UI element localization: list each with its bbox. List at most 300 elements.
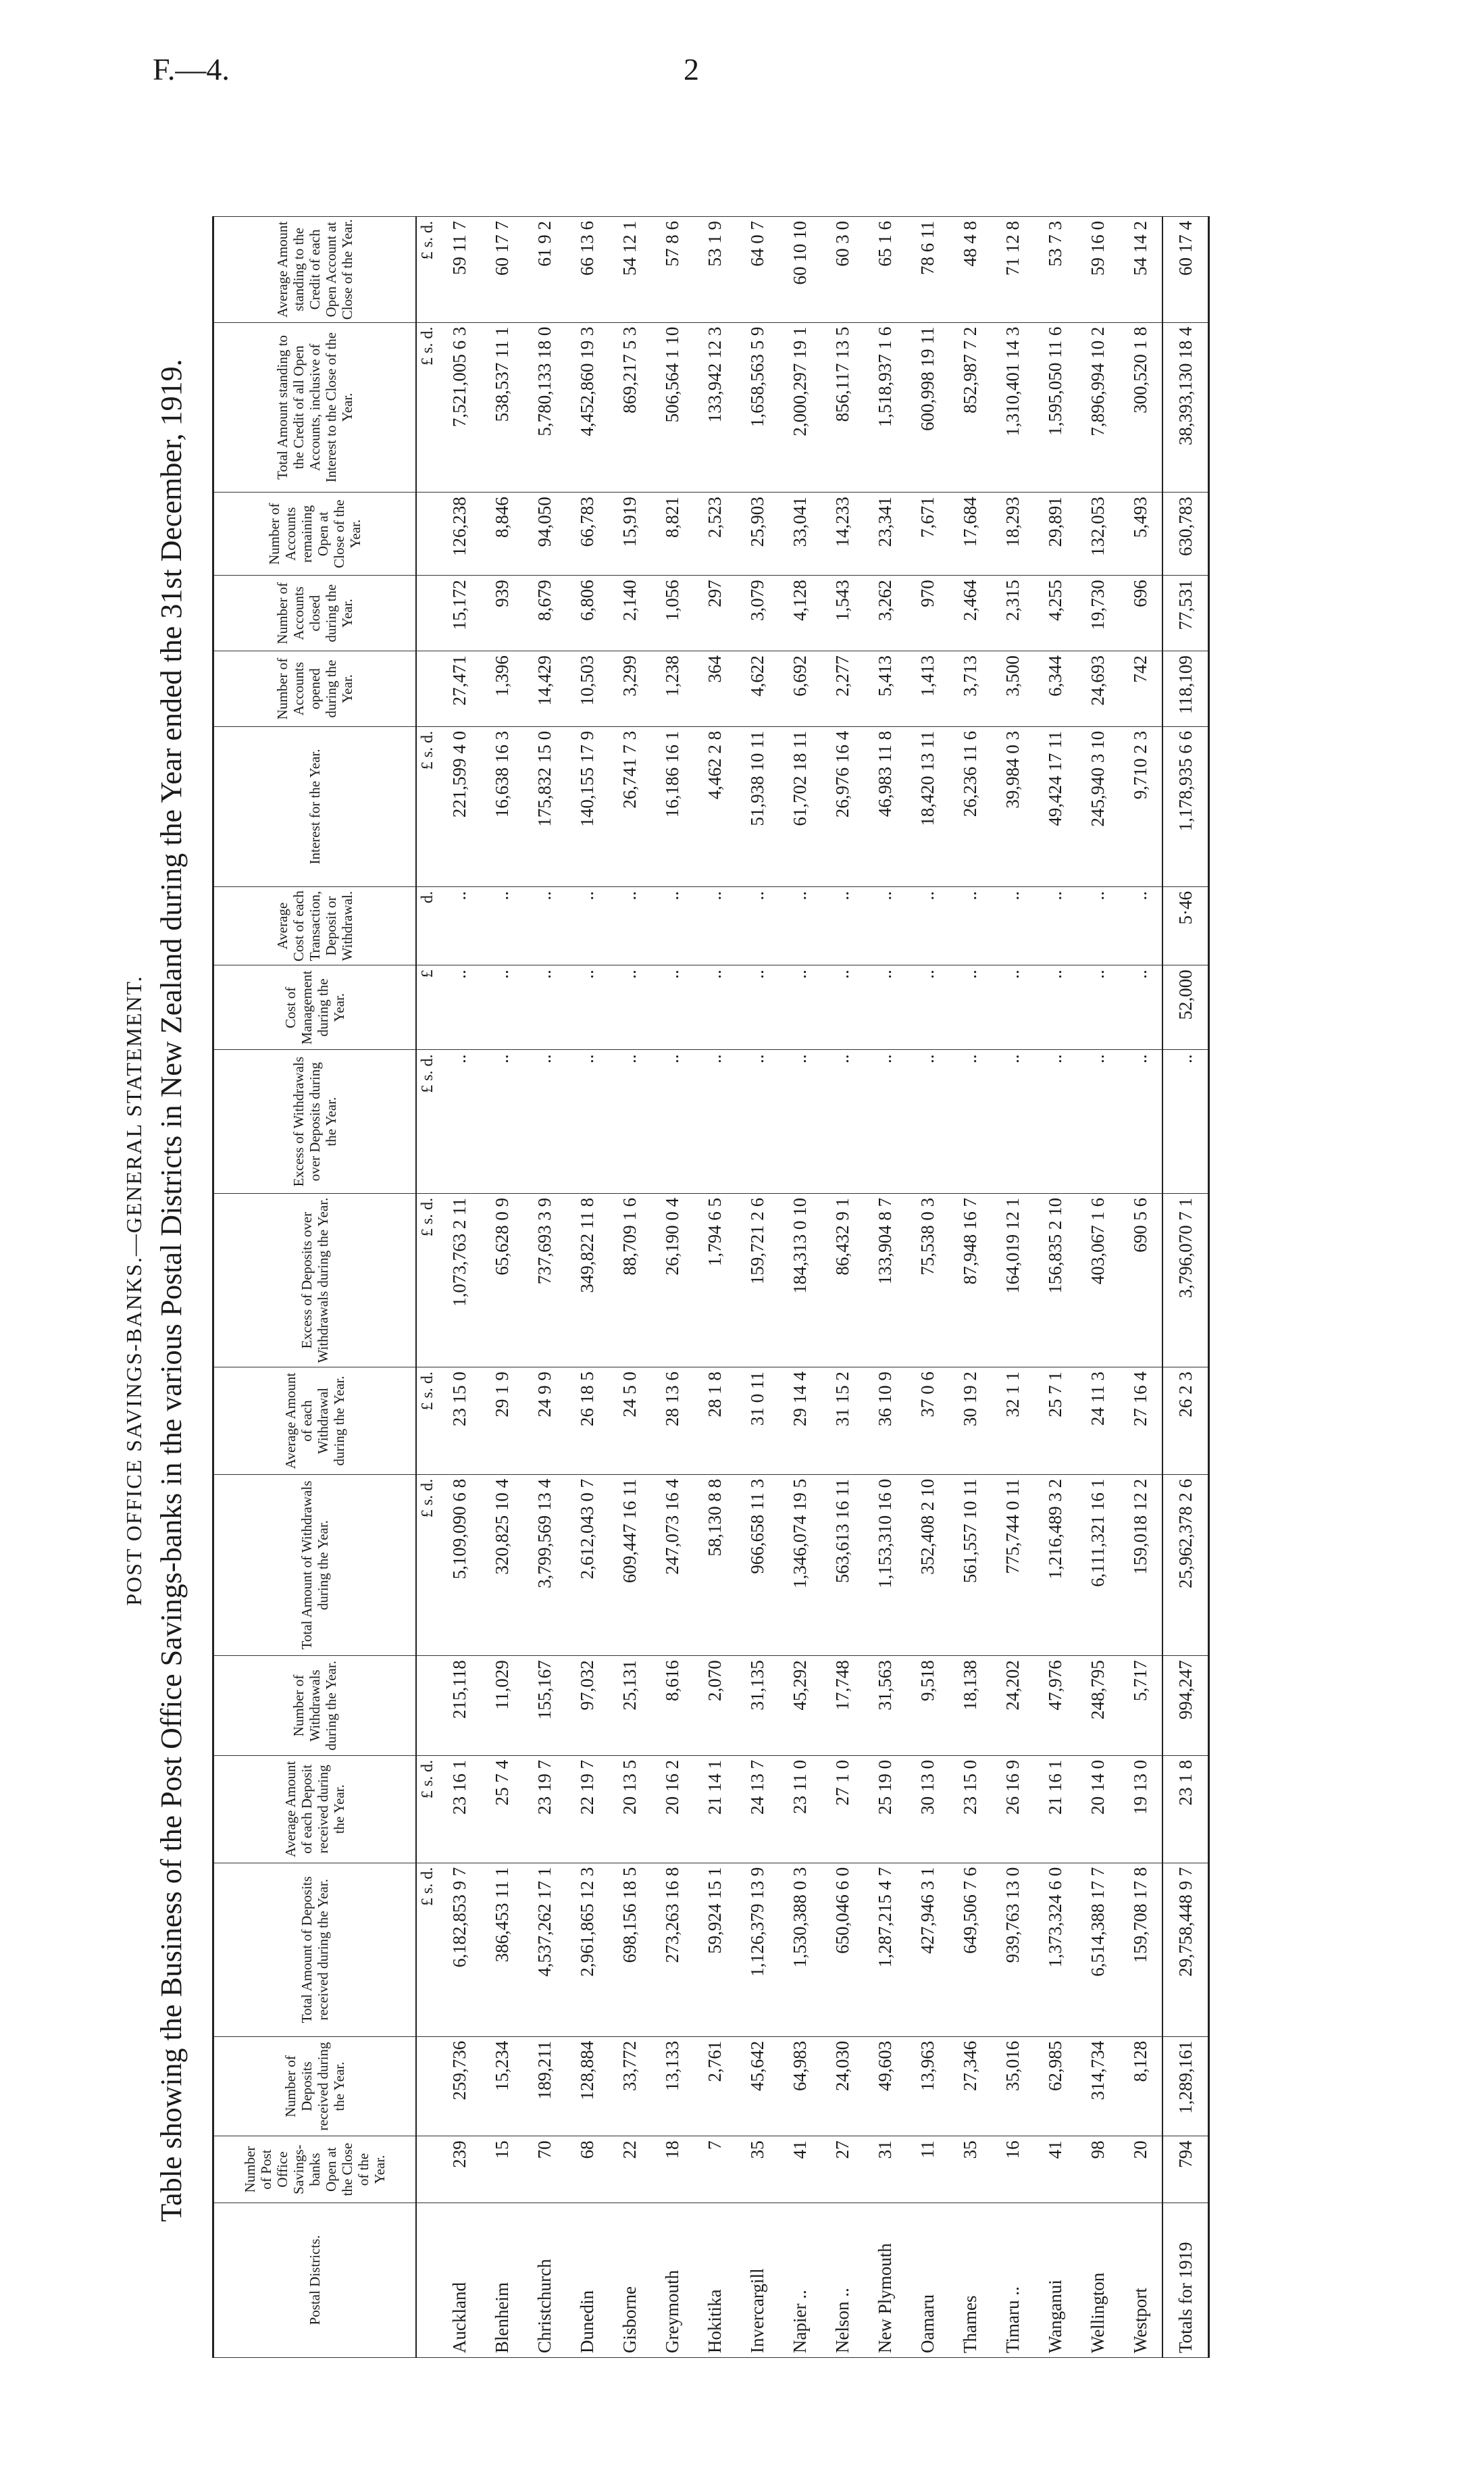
table-row — [1077, 217, 1119, 2358]
cell-wd-amt: 352,408 2 10 — [906, 1474, 949, 1655]
cell-wd-amt: 966,658 11 3 — [736, 1474, 779, 1655]
cell-avg-cost: .. — [1119, 886, 1162, 965]
cell-avg-credit: 57 8 6 — [651, 217, 694, 323]
cell-excess-dep: 65,628 0 9 — [481, 1193, 523, 1367]
cell-dep-avg: 24 13 7 — [736, 1755, 779, 1863]
cell-dep-avg: 23 11 0 — [779, 1755, 821, 1863]
cell-opened: 2,277 — [821, 651, 864, 727]
cell-dep-avg: 23 19 7 — [523, 1755, 566, 1863]
table-row — [1119, 217, 1162, 2358]
column-header-12: Interest for the Year. — [213, 726, 417, 886]
table-row — [949, 217, 992, 2358]
cell-wd-n: 24,202 — [992, 1656, 1034, 1756]
cell-dep-avg: 19 13 0 — [1119, 1755, 1162, 1863]
cell-avg-credit: 78 6 11 — [906, 217, 949, 323]
cell-interest: 245,940 3 10 — [1077, 726, 1119, 886]
cell-dep-avg: 23 1 8 — [1162, 1755, 1209, 1863]
cell-excess-dep: 690 5 6 — [1119, 1193, 1162, 1367]
cell-dep-n: 2,761 — [694, 2036, 736, 2136]
cell-excess-dep: 3,796,070 7 1 — [1162, 1193, 1209, 1367]
cell-closed: 1,543 — [821, 576, 864, 651]
cell-cost: 52,000 — [1162, 965, 1209, 1050]
cell-banks: 7 — [694, 2136, 736, 2203]
cell-opened: 10,503 — [566, 651, 609, 727]
column-header-15: Number of Accounts remaining Open at Close of the Year. — [213, 493, 417, 576]
column-header-6: Total Amount of Withdrawals during the Year. — [213, 1474, 417, 1655]
cell-district: Blenheim — [481, 2203, 523, 2357]
cell-dep-avg: 20 16 2 — [651, 1755, 694, 1863]
cell-interest: 26,236 11 6 — [949, 726, 992, 886]
cell-avg-cost: .. — [949, 886, 992, 965]
cell-cost: .. — [1119, 965, 1162, 1050]
cell-credit: 506,564 1 10 — [651, 322, 694, 493]
cell-wd-amt: 58,130 8 8 — [694, 1474, 736, 1655]
table-row — [651, 217, 694, 2358]
column-header-1: Number of Post Office Savings-banks Open at the Close of the Year. — [213, 2136, 417, 2203]
cell-interest: 61,702 18 11 — [779, 726, 821, 886]
cell-wd-avg: 37 0 6 — [906, 1367, 949, 1475]
cell-dep-n: 62,985 — [1034, 2036, 1077, 2136]
table-row — [736, 217, 779, 2358]
cell-dep-n: 189,211 — [523, 2036, 566, 2136]
column-header-4: Average Amount of each Deposit received during the Year. — [213, 1755, 417, 1863]
cell-cost: .. — [821, 965, 864, 1050]
cell-excess-wd: .. — [992, 1050, 1034, 1193]
cell-district: Christchurch — [523, 2203, 566, 2357]
cell-district: Dunedin — [566, 2203, 609, 2357]
cell-closed: 2,140 — [609, 576, 651, 651]
cell-wd-avg: 27 16 4 — [1119, 1367, 1162, 1475]
cell-cost: .. — [694, 965, 736, 1050]
cell-wd-n: 97,032 — [566, 1656, 609, 1756]
cell-avg-cost: .. — [1077, 886, 1119, 965]
cell-dep-avg: 25 19 0 — [864, 1755, 906, 1863]
cell-dep-amt: 29,758,448 9 7 — [1162, 1863, 1209, 2036]
cell-dep-amt: 1,530,388 0 3 — [779, 1863, 821, 2036]
cell-interest: 9,710 2 3 — [1119, 726, 1162, 886]
cell-dep-amt: 159,708 17 8 — [1119, 1863, 1162, 2036]
cell-open: 18,293 — [992, 493, 1034, 576]
table-body — [416, 217, 1209, 2358]
cell-wd-n: 994,247 — [1162, 1656, 1209, 1756]
cell-wd-amt: 775,744 0 11 — [992, 1474, 1034, 1655]
table-row — [481, 217, 523, 2358]
table-row — [906, 217, 949, 2358]
cell-interest: 39,984 0 3 — [992, 726, 1034, 886]
cell-banks: 20 — [1119, 2136, 1162, 2203]
cell-avg-credit: 54 12 1 — [609, 217, 651, 323]
table-row — [609, 217, 651, 2358]
column-header-3: Total Amount of Deposits received during the Year. — [213, 1863, 417, 2036]
cell-opened: 1,413 — [906, 651, 949, 727]
cell-closed: 4,255 — [1034, 576, 1077, 651]
cell-open: 94,050 — [523, 493, 566, 576]
cell-wd-amt: 5,109,090 6 8 — [438, 1474, 481, 1655]
cell-banks: 239 — [438, 2136, 481, 2203]
cell-excess-dep: 88,709 1 6 — [609, 1193, 651, 1367]
cell-excess-dep: 87,948 16 7 — [949, 1193, 992, 1367]
unit-label: £ s. d. — [416, 322, 438, 493]
cell-cost: .. — [1077, 965, 1119, 1050]
cell-wd-n: 47,976 — [1034, 1656, 1077, 1756]
cell-open: 33,041 — [779, 493, 821, 576]
cell-wd-n: 5,717 — [1119, 1656, 1162, 1756]
statement-heading: POST OFFICE SAVINGS-BANKS.—GENERAL STATEMENT. — [122, 975, 146, 1606]
cell-excess-wd: .. — [1034, 1050, 1077, 1193]
cell-credit: 4,452,860 19 3 — [566, 322, 609, 493]
column-header-11: Average Cost of each Transaction, Deposit or Withdrawal. — [213, 886, 417, 965]
cell-credit: 2,000,297 19 1 — [779, 322, 821, 493]
cell-closed: 2,315 — [992, 576, 1034, 651]
cell-avg-credit: 60 17 4 — [1162, 217, 1209, 323]
cell-open: 630,783 — [1162, 493, 1209, 576]
cell-wd-n: 215,118 — [438, 1656, 481, 1756]
cell-excess-dep: 159,721 2 6 — [736, 1193, 779, 1367]
column-header-17: Average Amount standing to the Credit of each Open Account at Close of the Year. — [213, 217, 417, 323]
cell-district: Greymouth — [651, 2203, 694, 2357]
unit-blank — [416, 2203, 438, 2357]
cell-dep-n: 13,133 — [651, 2036, 694, 2136]
cell-wd-avg: 36 10 9 — [864, 1367, 906, 1475]
cell-open: 8,821 — [651, 493, 694, 576]
cell-opened: 742 — [1119, 651, 1162, 727]
cell-avg-credit: 60 10 10 — [779, 217, 821, 323]
cell-dep-n: 1,289,161 — [1162, 2036, 1209, 2136]
column-header-0: Postal Districts. — [213, 2203, 417, 2357]
cell-wd-amt: 561,557 10 11 — [949, 1474, 992, 1655]
cell-banks: 22 — [609, 2136, 651, 2203]
cell-excess-dep: 86,432 9 1 — [821, 1193, 864, 1367]
cell-wd-avg: 29 1 9 — [481, 1367, 523, 1475]
cell-wd-amt: 3,799,569 13 4 — [523, 1474, 566, 1655]
cell-wd-amt: 247,073 16 4 — [651, 1474, 694, 1655]
cell-excess-dep: 184,313 0 10 — [779, 1193, 821, 1367]
cell-dep-n: 314,734 — [1077, 2036, 1119, 2136]
cell-dep-avg: 23 15 0 — [949, 1755, 992, 1863]
cell-opened: 3,299 — [609, 651, 651, 727]
cell-credit: 856,117 13 5 — [821, 322, 864, 493]
cell-wd-amt: 1,346,074 19 5 — [779, 1474, 821, 1655]
cell-cost: .. — [864, 965, 906, 1050]
table-subtitle: Table showing the Business of the Post Office Savings-banks in the various Postal Districts in New Zealand during the Year ended the 31st December, 1919. — [155, 359, 188, 2222]
cell-closed: 939 — [481, 576, 523, 651]
cell-interest: 16,638 16 3 — [481, 726, 523, 886]
cell-credit: 869,217 5 3 — [609, 322, 651, 493]
cell-opened: 6,344 — [1034, 651, 1077, 727]
cell-interest: 175,832 15 0 — [523, 726, 566, 886]
cell-credit: 852,987 7 2 — [949, 322, 992, 493]
cell-avg-credit: 59 16 0 — [1077, 217, 1119, 323]
cell-opened: 364 — [694, 651, 736, 727]
cell-dep-amt: 6,514,388 17 7 — [1077, 1863, 1119, 2036]
cell-interest: 18,420 13 11 — [906, 726, 949, 886]
cell-credit: 1,310,401 14 3 — [992, 322, 1034, 493]
page-reference: F.—4. — [153, 52, 230, 86]
cell-wd-n: 25,131 — [609, 1656, 651, 1756]
cell-avg-cost: .. — [481, 886, 523, 965]
table-row — [566, 217, 609, 2358]
cell-interest: 26,741 7 3 — [609, 726, 651, 886]
cell-wd-avg: 29 14 4 — [779, 1367, 821, 1475]
cell-excess-wd: .. — [864, 1050, 906, 1193]
cell-dep-n: 128,884 — [566, 2036, 609, 2136]
cell-open: 15,919 — [609, 493, 651, 576]
cell-dep-avg: 20 14 0 — [1077, 1755, 1119, 1863]
cell-open: 7,671 — [906, 493, 949, 576]
cell-dep-avg: 26 16 9 — [992, 1755, 1034, 1863]
cell-banks: 15 — [481, 2136, 523, 2203]
cell-wd-avg: 25 7 1 — [1034, 1367, 1077, 1475]
cell-excess-dep: 1,073,763 2 11 — [438, 1193, 481, 1367]
cell-closed: 15,172 — [438, 576, 481, 651]
savings-bank-table — [212, 216, 1210, 2358]
cell-wd-n: 155,167 — [523, 1656, 566, 1756]
cell-credit: 133,942 12 3 — [694, 322, 736, 493]
cell-cost: .. — [566, 965, 609, 1050]
cell-excess-wd: .. — [736, 1050, 779, 1193]
cell-avg-cost: .. — [566, 886, 609, 965]
cell-cost: .. — [651, 965, 694, 1050]
cell-banks: 35 — [736, 2136, 779, 2203]
cell-opened: 1,238 — [651, 651, 694, 727]
cell-closed: 2,464 — [949, 576, 992, 651]
cell-avg-cost: .. — [992, 886, 1034, 965]
cell-credit: 1,595,050 11 6 — [1034, 322, 1077, 493]
cell-closed: 19,730 — [1077, 576, 1119, 651]
cell-dep-avg: 21 16 1 — [1034, 1755, 1077, 1863]
cell-wd-avg: 23 15 0 — [438, 1367, 481, 1475]
cell-excess-wd: .. — [523, 1050, 566, 1193]
cell-wd-n: 248,795 — [1077, 1656, 1119, 1756]
cell-excess-wd: .. — [438, 1050, 481, 1193]
cell-excess-wd: .. — [949, 1050, 992, 1193]
cell-open: 14,233 — [821, 493, 864, 576]
cell-district: Nelson .. — [821, 2203, 864, 2357]
cell-wd-avg: 31 15 2 — [821, 1367, 864, 1475]
cell-banks: 31 — [864, 2136, 906, 2203]
cell-excess-dep: 1,794 6 5 — [694, 1193, 736, 1367]
cell-cost: .. — [609, 965, 651, 1050]
cell-wd-amt: 2,612,043 0 7 — [566, 1474, 609, 1655]
cell-banks: 18 — [651, 2136, 694, 2203]
cell-district: Gisborne — [609, 2203, 651, 2357]
cell-wd-n: 2,070 — [694, 1656, 736, 1756]
cell-excess-wd: .. — [609, 1050, 651, 1193]
cell-interest: 51,938 10 11 — [736, 726, 779, 886]
cell-avg-credit: 61 9 2 — [523, 217, 566, 323]
cell-district: New Plymouth — [864, 2203, 906, 2357]
cell-interest: 46,983 11 8 — [864, 726, 906, 886]
cell-wd-n: 17,748 — [821, 1656, 864, 1756]
cell-dep-amt: 649,506 7 6 — [949, 1863, 992, 2036]
cell-credit: 7,896,994 10 2 — [1077, 322, 1119, 493]
cell-banks: 70 — [523, 2136, 566, 2203]
table-row — [821, 217, 864, 2358]
table-row — [1034, 217, 1077, 2358]
cell-wd-amt: 1,216,489 3 2 — [1034, 1474, 1077, 1655]
cell-wd-avg: 26 2 3 — [1162, 1367, 1209, 1475]
cell-interest: 26,976 16 4 — [821, 726, 864, 886]
cell-wd-avg: 28 1 8 — [694, 1367, 736, 1475]
cell-cost: .. — [736, 965, 779, 1050]
cell-excess-dep: 349,822 11 8 — [566, 1193, 609, 1367]
cell-credit: 600,998 19 11 — [906, 322, 949, 493]
cell-credit: 7,521,005 6 3 — [438, 322, 481, 493]
cell-wd-amt: 6,111,321 16 1 — [1077, 1474, 1119, 1655]
cell-open: 66,783 — [566, 493, 609, 576]
cell-excess-dep: 75,538 0 3 — [906, 1193, 949, 1367]
column-header-7: Average Amount of each Withdrawal during the Year. — [213, 1367, 417, 1475]
cell-avg-cost: .. — [609, 886, 651, 965]
cell-avg-credit: 54 14 2 — [1119, 217, 1162, 323]
cell-district: Wanganui — [1034, 2203, 1077, 2357]
cell-opened: 24,693 — [1077, 651, 1119, 727]
cell-open: 8,846 — [481, 493, 523, 576]
cell-excess-wd: .. — [779, 1050, 821, 1193]
cell-banks: 27 — [821, 2136, 864, 2203]
column-header-10: Cost of Management during the Year. — [213, 965, 417, 1050]
cell-district: Totals for 1919 — [1162, 2203, 1209, 2357]
cell-district: Westport — [1119, 2203, 1162, 2357]
cell-excess-wd: .. — [651, 1050, 694, 1193]
cell-interest: 16,186 16 1 — [651, 726, 694, 886]
cell-dep-avg: 30 13 0 — [906, 1755, 949, 1863]
cell-cost: .. — [481, 965, 523, 1050]
cell-district: Wellington — [1077, 2203, 1119, 2357]
cell-dep-avg: 25 7 4 — [481, 1755, 523, 1863]
cell-wd-avg: 24 11 3 — [1077, 1367, 1119, 1475]
cell-dep-n: 27,346 — [949, 2036, 992, 2136]
cell-dep-n: 64,983 — [779, 2036, 821, 2136]
cell-dep-amt: 2,961,865 12 3 — [566, 1863, 609, 2036]
cell-avg-credit: 48 4 8 — [949, 217, 992, 323]
cell-closed: 970 — [906, 576, 949, 651]
table-row — [864, 217, 906, 2358]
cell-avg-cost: 5·46 — [1162, 886, 1209, 965]
cell-open: 25,903 — [736, 493, 779, 576]
cell-excess-dep: 737,693 3 9 — [523, 1193, 566, 1367]
cell-dep-amt: 1,373,324 6 0 — [1034, 1863, 1077, 2036]
cell-cost: .. — [1034, 965, 1077, 1050]
column-header-5: Number of Withdrawals during the Year. — [213, 1656, 417, 1756]
cell-open: 132,053 — [1077, 493, 1119, 576]
cell-district: Oamaru — [906, 2203, 949, 2357]
cell-cost: .. — [438, 965, 481, 1050]
cell-avg-credit: 53 1 9 — [694, 217, 736, 323]
cell-banks: 41 — [1034, 2136, 1077, 2203]
cell-open: 29,891 — [1034, 493, 1077, 576]
cell-interest: 221,599 4 0 — [438, 726, 481, 886]
cell-opened: 6,692 — [779, 651, 821, 727]
cell-opened: 1,396 — [481, 651, 523, 727]
rotated-table-page — [41, 149, 1324, 2432]
cell-opened: 4,622 — [736, 651, 779, 727]
cell-excess-dep: 26,190 0 4 — [651, 1193, 694, 1367]
cell-dep-n: 8,128 — [1119, 2036, 1162, 2136]
cell-excess-wd: .. — [1162, 1050, 1209, 1193]
cell-opened: 118,109 — [1162, 651, 1209, 727]
unit-blank — [416, 576, 438, 651]
cell-dep-n: 35,016 — [992, 2036, 1034, 2136]
cell-open: 17,684 — [949, 493, 992, 576]
cell-district: Invercargill — [736, 2203, 779, 2357]
cell-dep-n: 33,772 — [609, 2036, 651, 2136]
unit-label: £ — [416, 965, 438, 1050]
cell-closed: 77,531 — [1162, 576, 1209, 651]
cell-dep-amt: 4,537,262 17 1 — [523, 1863, 566, 2036]
cell-banks: 68 — [566, 2136, 609, 2203]
cell-closed: 3,079 — [736, 576, 779, 651]
cell-avg-cost: .. — [906, 886, 949, 965]
cell-dep-n: 15,234 — [481, 2036, 523, 2136]
cell-excess-wd: .. — [694, 1050, 736, 1193]
cell-avg-credit: 60 3 0 — [821, 217, 864, 323]
cell-excess-wd: .. — [906, 1050, 949, 1193]
cell-wd-n: 9,518 — [906, 1656, 949, 1756]
cell-dep-avg: 27 1 0 — [821, 1755, 864, 1863]
cell-dep-amt: 427,946 3 1 — [906, 1863, 949, 2036]
cell-avg-cost: .. — [651, 886, 694, 965]
cell-district: Timaru .. — [992, 2203, 1034, 2357]
cell-banks: 16 — [992, 2136, 1034, 2203]
cell-opened: 3,713 — [949, 651, 992, 727]
cell-closed: 6,806 — [566, 576, 609, 651]
unit-label: £ s. d. — [416, 1193, 438, 1367]
cell-wd-amt: 609,447 16 11 — [609, 1474, 651, 1655]
cell-credit: 5,780,133 18 0 — [523, 322, 566, 493]
table-row — [694, 217, 736, 2358]
cell-interest: 4,462 2 8 — [694, 726, 736, 886]
cell-avg-credit: 53 7 3 — [1034, 217, 1077, 323]
cell-avg-cost: .. — [438, 886, 481, 965]
cell-district: Hokitika — [694, 2203, 736, 2357]
cell-avg-cost: .. — [864, 886, 906, 965]
cell-banks: 794 — [1162, 2136, 1209, 2203]
unit-label: £ s. d. — [416, 1863, 438, 2036]
cell-wd-amt: 1,153,310 16 0 — [864, 1474, 906, 1655]
unit-blank — [416, 2036, 438, 2136]
cell-cost: .. — [949, 965, 992, 1050]
cell-banks: 41 — [779, 2136, 821, 2203]
cell-avg-cost: .. — [523, 886, 566, 965]
cell-closed: 3,262 — [864, 576, 906, 651]
cell-avg-credit: 59 11 7 — [438, 217, 481, 323]
unit-blank — [416, 1656, 438, 1756]
cell-dep-n: 259,736 — [438, 2036, 481, 2136]
cell-wd-amt: 320,825 10 4 — [481, 1474, 523, 1655]
cell-cost: .. — [779, 965, 821, 1050]
cell-open: 5,493 — [1119, 493, 1162, 576]
cell-dep-amt: 386,453 11 1 — [481, 1863, 523, 2036]
cell-interest: 140,155 17 9 — [566, 726, 609, 886]
table-row — [779, 217, 821, 2358]
cell-avg-credit: 64 0 7 — [736, 217, 779, 323]
column-header-9: Excess of Withdrawals over Deposits during the Year. — [213, 1050, 417, 1193]
cell-excess-wd: .. — [481, 1050, 523, 1193]
cell-open: 126,238 — [438, 493, 481, 576]
table-row — [438, 217, 481, 2358]
table-row — [523, 217, 566, 2358]
cell-credit: 1,518,937 1 6 — [864, 322, 906, 493]
cell-dep-n: 49,603 — [864, 2036, 906, 2136]
cell-wd-n: 31,135 — [736, 1656, 779, 1756]
cell-avg-cost: .. — [1034, 886, 1077, 965]
cell-dep-amt: 939,763 13 0 — [992, 1863, 1034, 2036]
cell-banks: 98 — [1077, 2136, 1119, 2203]
cell-wd-avg: 30 19 2 — [949, 1367, 992, 1475]
cell-interest: 1,178,935 6 6 — [1162, 726, 1209, 886]
cell-excess-dep: 133,904 8 7 — [864, 1193, 906, 1367]
